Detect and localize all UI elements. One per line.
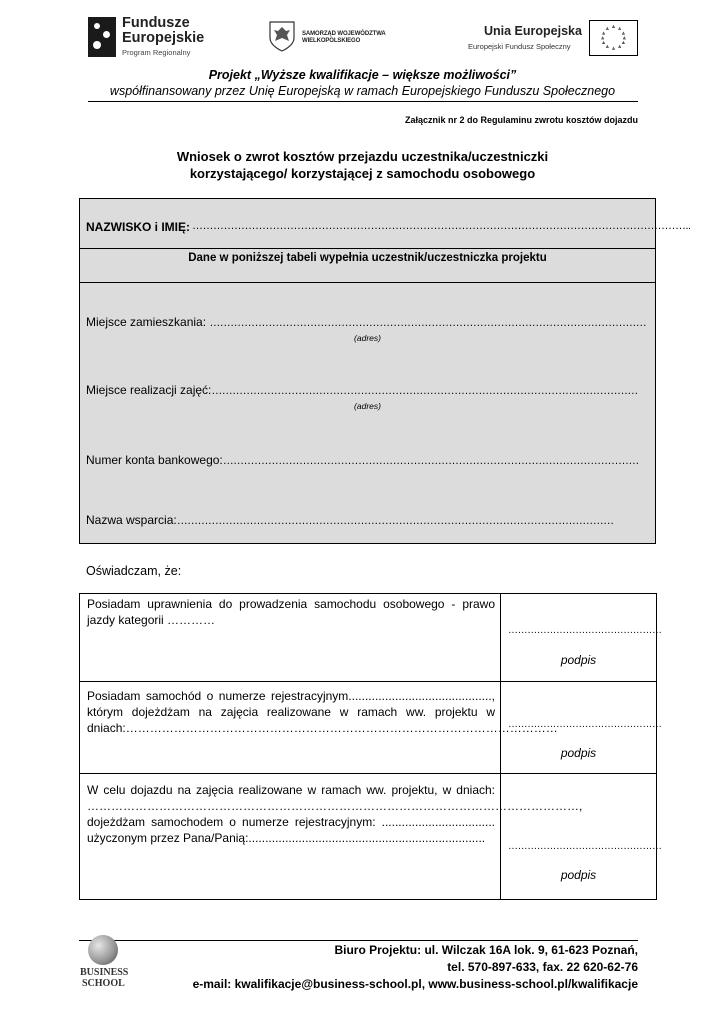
fe-logo-line3: Program Regionalny [122, 48, 191, 57]
fe-logo-line2: Europejskie [122, 30, 205, 46]
participant-data-form [79, 198, 691, 544]
declaration-text-lent-car: W celu dojazdu na zajęcia realizowane w ramach ww. projektu, w dniach: ……………………………………………………………………………………………………………, dojeżdżam samochodem o numerze rejestracyjnym: .................................. użyczonym przez Pana/Panią:....................................................................... [87, 783, 583, 845]
document-title-line1: Wniosek o zwrot kosztów przejazdu uczestnika/uczestniczki [176, 149, 549, 164]
residence-label: Miejsce zamieszkania: [86, 315, 210, 329]
header-divider [88, 101, 638, 102]
bank-account-label: Numer konta bankowego: [86, 453, 223, 467]
signature-field-license[interactable]: ………………………………………… [508, 625, 662, 636]
signature-label-lent-car: podpis [560, 868, 597, 882]
fe-star-figure-icon [88, 17, 116, 57]
footer-phone: tel. 570-897-633, fax. 22 620-62-76 [447, 960, 638, 974]
table-row-divider [80, 773, 656, 774]
classes-place-hint: (adres) [354, 401, 381, 411]
form-divider [80, 282, 655, 283]
declaration-text-license: Posiadam uprawnienia do prowadzenia samochodu osobowego - prawo jazdy kategorii ………… [87, 597, 495, 627]
business-school-logo-line1: BUSINESS [80, 967, 129, 978]
globe-icon [88, 935, 118, 965]
bank-account-row [86, 453, 639, 467]
footer-divider [79, 940, 638, 941]
signature-field-lent-car[interactable]: ………………………………………… [508, 841, 662, 852]
project-cofinancing: współfinansowany przez Unię Europejską w ramach Europejskiego Funduszu Społecznego [109, 84, 616, 98]
classes-place-field[interactable]: …………………………………………………………………………………………………………… [211, 385, 638, 397]
ue-subtitle: Europejski Fundusz Społeczny [468, 42, 571, 51]
fundusze-europejskie-logo [88, 15, 208, 61]
ue-title: Unia Europejska [484, 24, 582, 38]
signature-label-own-car: podpis [560, 746, 597, 760]
business-school-logo [80, 935, 128, 993]
document-title-line2: korzystającego/ korzystającej z samochodu osobowego [189, 166, 536, 181]
signature-field-own-car[interactable]: ………………………………………… [508, 719, 662, 730]
annex-note: Załącznik nr 2 do Regulaminu zwrotu kosztów dojazdu [404, 115, 638, 125]
declaration-text-own-car: Posiadam samochód o numerze rejestracyjnym..........................................., którym dojeżdżam na zajęcia realizowane w ramach ww. projektu w dniach:……………………………………………………………………………………………… [87, 689, 558, 735]
support-name-row [86, 513, 614, 527]
support-name-field[interactable]: ……………………………………………………………………………………………………………… [176, 515, 614, 527]
table-row-divider [80, 681, 656, 682]
form-section-header: Dane w poniższej tabeli wypełnia uczestnik/uczestniczka projektu [188, 252, 547, 264]
footer-address: Biuro Projektu: ul. Wilczak 16A lok. 9, 61-623 Poznań, [334, 943, 638, 957]
bank-account-field[interactable]: ………………………………………………………………………………………………………… [222, 455, 639, 467]
declaration-table [79, 593, 662, 900]
samorzad-logo-text [302, 31, 386, 45]
name-label: NAZWISKO i IMIĘ: [86, 220, 190, 234]
samorzad-line2: WIELKOPOLSKIEGO [302, 38, 361, 44]
wielkopolska-crest-icon [268, 20, 296, 53]
residence-field[interactable]: ……………………………………………………………………………………………………………… [209, 317, 647, 329]
declaration-intro: Oświadczam, że: [86, 564, 182, 578]
residence-row [86, 315, 646, 329]
footer-contact: e-mail: kwalifikacje@business-school.pl, www.business-school.pl/kwalifikacje [192, 977, 638, 991]
project-title: Projekt „Wyższe kwalifikacje – większe możliwości” [208, 68, 517, 82]
classes-place-label: Miejsce realizacji zajęć: [86, 383, 212, 397]
form-divider [80, 248, 655, 249]
samorzad-line1: SAMORZĄD WOJEWÓDZTWA [302, 31, 386, 37]
signature-label-license: podpis [560, 653, 597, 667]
fe-logo-line1: Fundusze [122, 15, 190, 31]
support-name-label: Nazwa wsparcia: [86, 513, 177, 527]
business-school-logo-line2: SCHOOL [82, 978, 125, 989]
classes-place-row [86, 383, 638, 397]
name-field[interactable]: …………………………………………………………………………………………………………………………….. [192, 220, 691, 232]
eu-flag-icon [589, 20, 638, 56]
residence-hint: (adres) [354, 333, 381, 343]
